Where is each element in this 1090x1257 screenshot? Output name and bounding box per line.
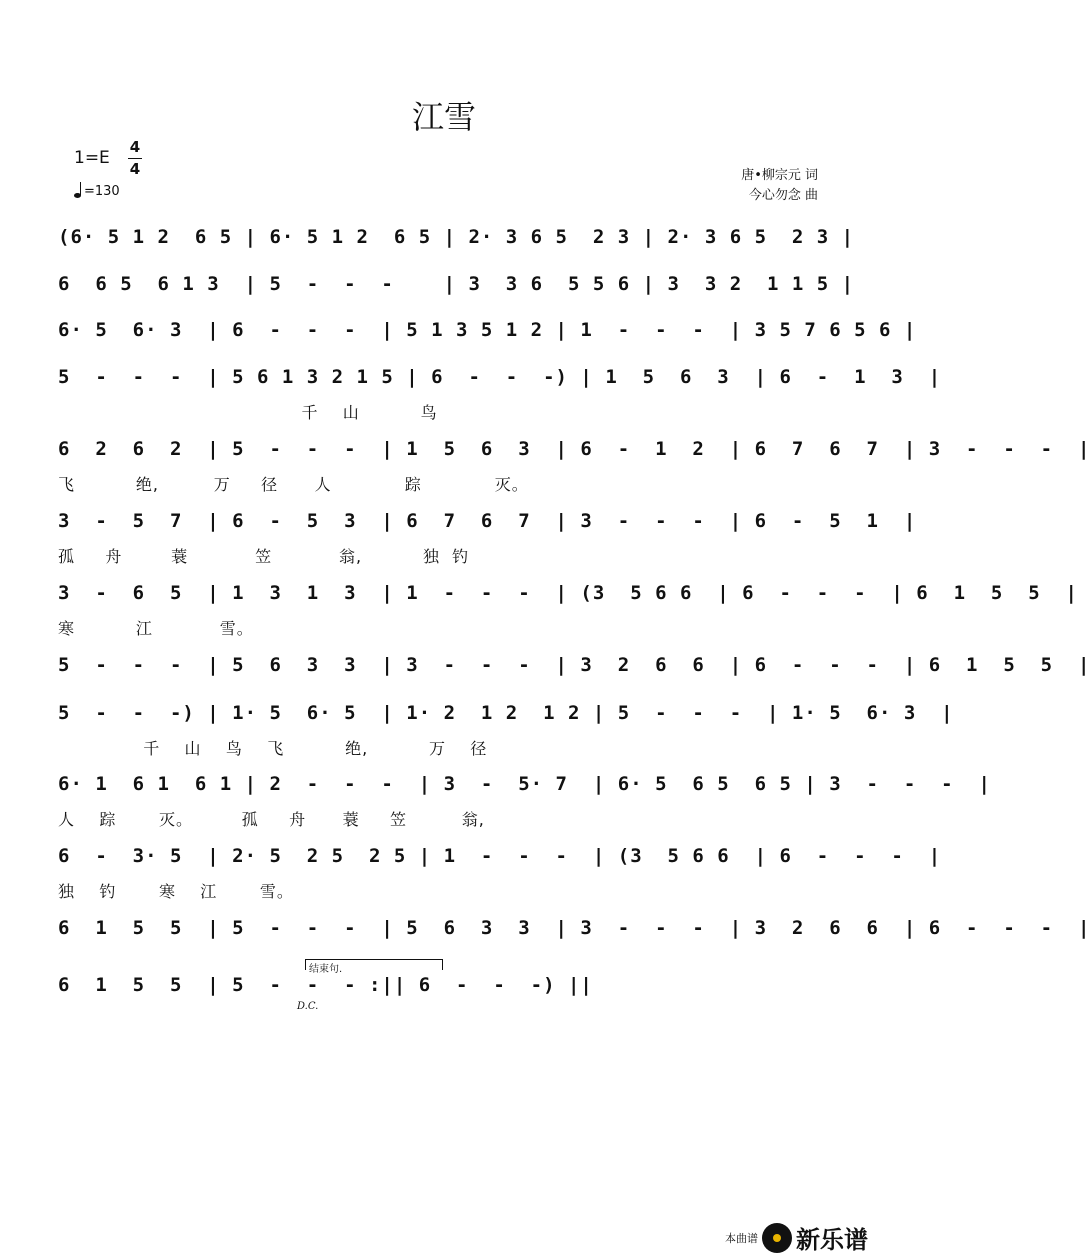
notation-line: 3 - 6 5 | 1 3 1 3 | 1 - - - | (3 5 6 6 | 6 - - - | 6 1 5 5 |	[58, 582, 1078, 604]
time-signature-top: 4	[129, 138, 141, 156]
credits	[741, 166, 818, 206]
lyrics-line: 独 钓 寒 江 雪。	[58, 882, 294, 901]
notation-line: 6 2 6 2 | 5 - - - | 1 5 6 3 | 6 - 1 2 | 6 7 6 7 | 3 - - - |	[58, 438, 1090, 460]
footer-label: 本曲谱	[725, 1231, 758, 1245]
lyrics-line: 孤 舟 蓑 笠 翁, 独 钓	[58, 547, 470, 566]
lyrics-line: 飞 绝, 万 径 人 踪 灭。	[58, 475, 529, 494]
score-row	[58, 226, 855, 266]
tempo-value: =130	[84, 184, 120, 199]
notation-line: 5 - - -) | 1· 5 6· 5 | 1· 2 1 2 1 2 | 5 - - - | 1· 5 6· 3 |	[58, 702, 954, 724]
notation-line: 6 1 5 5 | 5 - - - | 5 6 3 3 | 3 - - - | 3 2 6 6 | 6 - - - |	[58, 917, 1090, 939]
notation-line: 6 1 5 5 | 5 - - - :|| 6 - - -) ||	[58, 974, 593, 996]
lyrics-line: 千 山 鸟 飞 绝, 万 径	[58, 739, 488, 758]
score-row	[58, 319, 917, 359]
vinyl-disc-icon	[762, 1223, 792, 1253]
notation-line: (6· 5 1 2 6 5 | 6· 5 1 2 6 5 | 2· 3 6 5 2 3 | 2· 3 6 5 2 3 |	[58, 226, 855, 248]
lyrics-line: 寒 江 雪。	[58, 619, 254, 638]
da-capo-marking: D.C.	[297, 1001, 319, 1012]
notation-line: 3 - 5 7 | 6 - 5 3 | 6 7 6 7 | 3 - - - | 6 - 5 1 |	[58, 510, 917, 532]
footer-branding	[725, 1220, 868, 1255]
notation-line: 6· 1 6 1 6 1 | 2 - - - | 3 - 5· 7 | 6· 5 6 5 6 5 | 3 - - - |	[58, 773, 991, 795]
score-row	[58, 654, 1090, 694]
lyrics-line: 人 踪 灭。 孤 舟 蓑 笠 翁,	[58, 810, 485, 829]
score-row	[58, 582, 1078, 638]
song-title: 江雪	[411, 98, 476, 136]
notation-line: 6 - 3· 5 | 2· 5 2 5 2 5 | 1 - - - | (3 5 6 6 | 6 - - - |	[58, 845, 942, 867]
notation-line: 5 - - - | 5 6 3 3 | 3 - - - | 3 2 6 6 | 6 - - - | 6 1 5 5 |	[58, 654, 1090, 676]
lyrics-line: 千 山 鸟	[58, 403, 438, 422]
notation-line: 6· 5 6· 3 | 6 - - - | 5 1 3 5 1 2 | 1 - - - | 3 5 7 6 5 6 |	[58, 319, 917, 341]
score-row	[58, 702, 954, 758]
notation-line: 6 6 5 6 1 3 | 5 - - - | 3 3 6 5 5 6 | 3 3 2 1 1 5 |	[58, 273, 855, 295]
brand-name: 新乐谱	[796, 1226, 868, 1254]
score-row	[58, 773, 991, 829]
tempo-marking	[74, 182, 120, 199]
score-row	[58, 366, 942, 422]
lyricist-credit: 唐•柳宗元 词	[741, 168, 818, 183]
score-row	[58, 510, 917, 566]
notation-line: 5 - - - | 5 6 1 3 2 1 5 | 6 - - -) | 1 5 6 3 | 6 - 1 3 |	[58, 366, 942, 388]
key-signature: 1=E	[74, 148, 110, 168]
volta-label: 结束句.	[309, 964, 343, 975]
score-row	[58, 974, 828, 1014]
score-row	[58, 917, 1090, 957]
score-row	[58, 845, 942, 901]
score-row	[58, 273, 855, 313]
composer-credit: 今心勿念 曲	[748, 188, 818, 203]
time-signature-bottom: 4	[129, 160, 141, 178]
time-signature	[128, 138, 142, 179]
quarter-note-icon	[74, 182, 84, 198]
score-row	[58, 438, 1090, 494]
